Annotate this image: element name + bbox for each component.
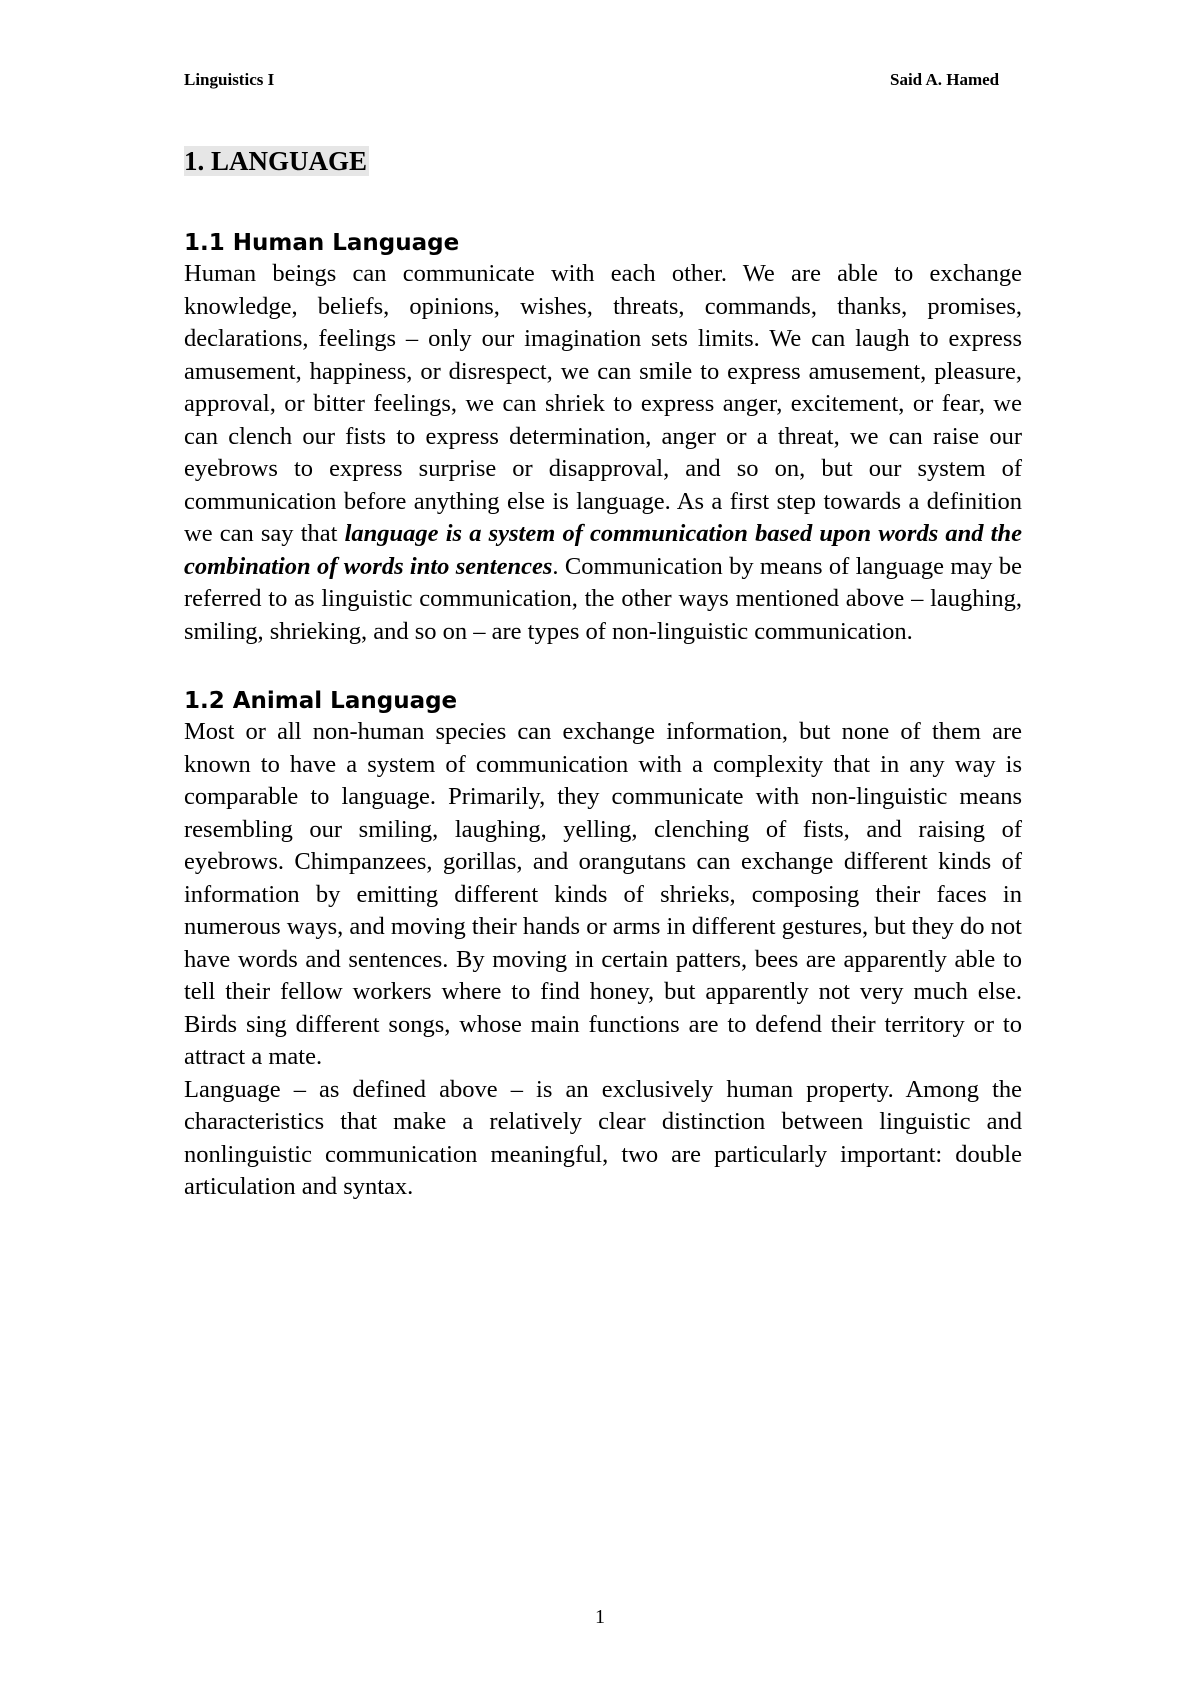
chapter-title: [184, 146, 369, 176]
paragraph-human-property: Language – as defined above – is an exclusively human property. Among the characteristics that make a relatively clear distinction between linguistic and nonlinguistic communication meaningful, two are particularly important: double articulation and syntax.: [184, 1075, 1022, 1200]
running-header: [184, 70, 1000, 94]
definition-emphasis: language is a system of communication based upon words and the combination of words into sentences: [184, 520, 1022, 580]
course-title: Linguistics I: [184, 70, 275, 89]
section-heading-human-language: 1.1 Human Language: [184, 230, 460, 256]
chapter-name: LANGUAGE: [211, 146, 368, 176]
paragraph-human-language: [184, 258, 1022, 648]
page-number: 1: [595, 1606, 605, 1628]
author-name: Said A. Hamed: [890, 70, 1000, 89]
page-content: [184, 146, 1022, 1204]
paragraph-animal-language: Most or all non-human species can exchange information, but none of them are known to have a system of communication with a complexity that in any way is comparable to language. Primarily, they communicate with non-linguistic means resembling our smiling, laughing, yelling, clenching of fists, and raising of eyebrows. Chimpanzees, gorillas, and orangutans can exchange different kinds of information by emitting different kinds of shrieks, composing their faces in numerous ways, and moving their hands or arms in different gestures, but they do not have words and sentences. By moving in certain patters, bees are apparently able to tell their fellow workers where to find honey, but apparently not very much else. Birds sing different songs, whose main functions are to defend their territory or to attract a mate.: [184, 718, 1022, 1070]
chapter-number: 1.: [184, 146, 205, 176]
section-heading-animal-language: 1.2 Animal Language: [184, 688, 458, 714]
paragraph-text: . Communication by means of language may be referred to as linguistic communication, the other ways mentioned above – laughing, smiling, shrieking, and so on – are types of non-linguistic communication.: [184, 552, 1022, 645]
paragraph-text: Human beings can communicate with each other. We are able to exchange knowledge, beliefs, opinions, wishes, threats, commands, thanks, promises, declarations, feelings – only our imagination sets limits. We can laugh to express amusement, happiness, or disrespect, we can smile to express amusement, pleasure, approval, or bitter feelings, we can shriek to express anger, excitement, or fear, we can clench our fists to express determination, anger or a threat, we can raise our eyebrows to express surprise or disapproval, and so on, but our system of communication before anything else is language. As a first step towards a definition we can say that: [184, 260, 1022, 547]
